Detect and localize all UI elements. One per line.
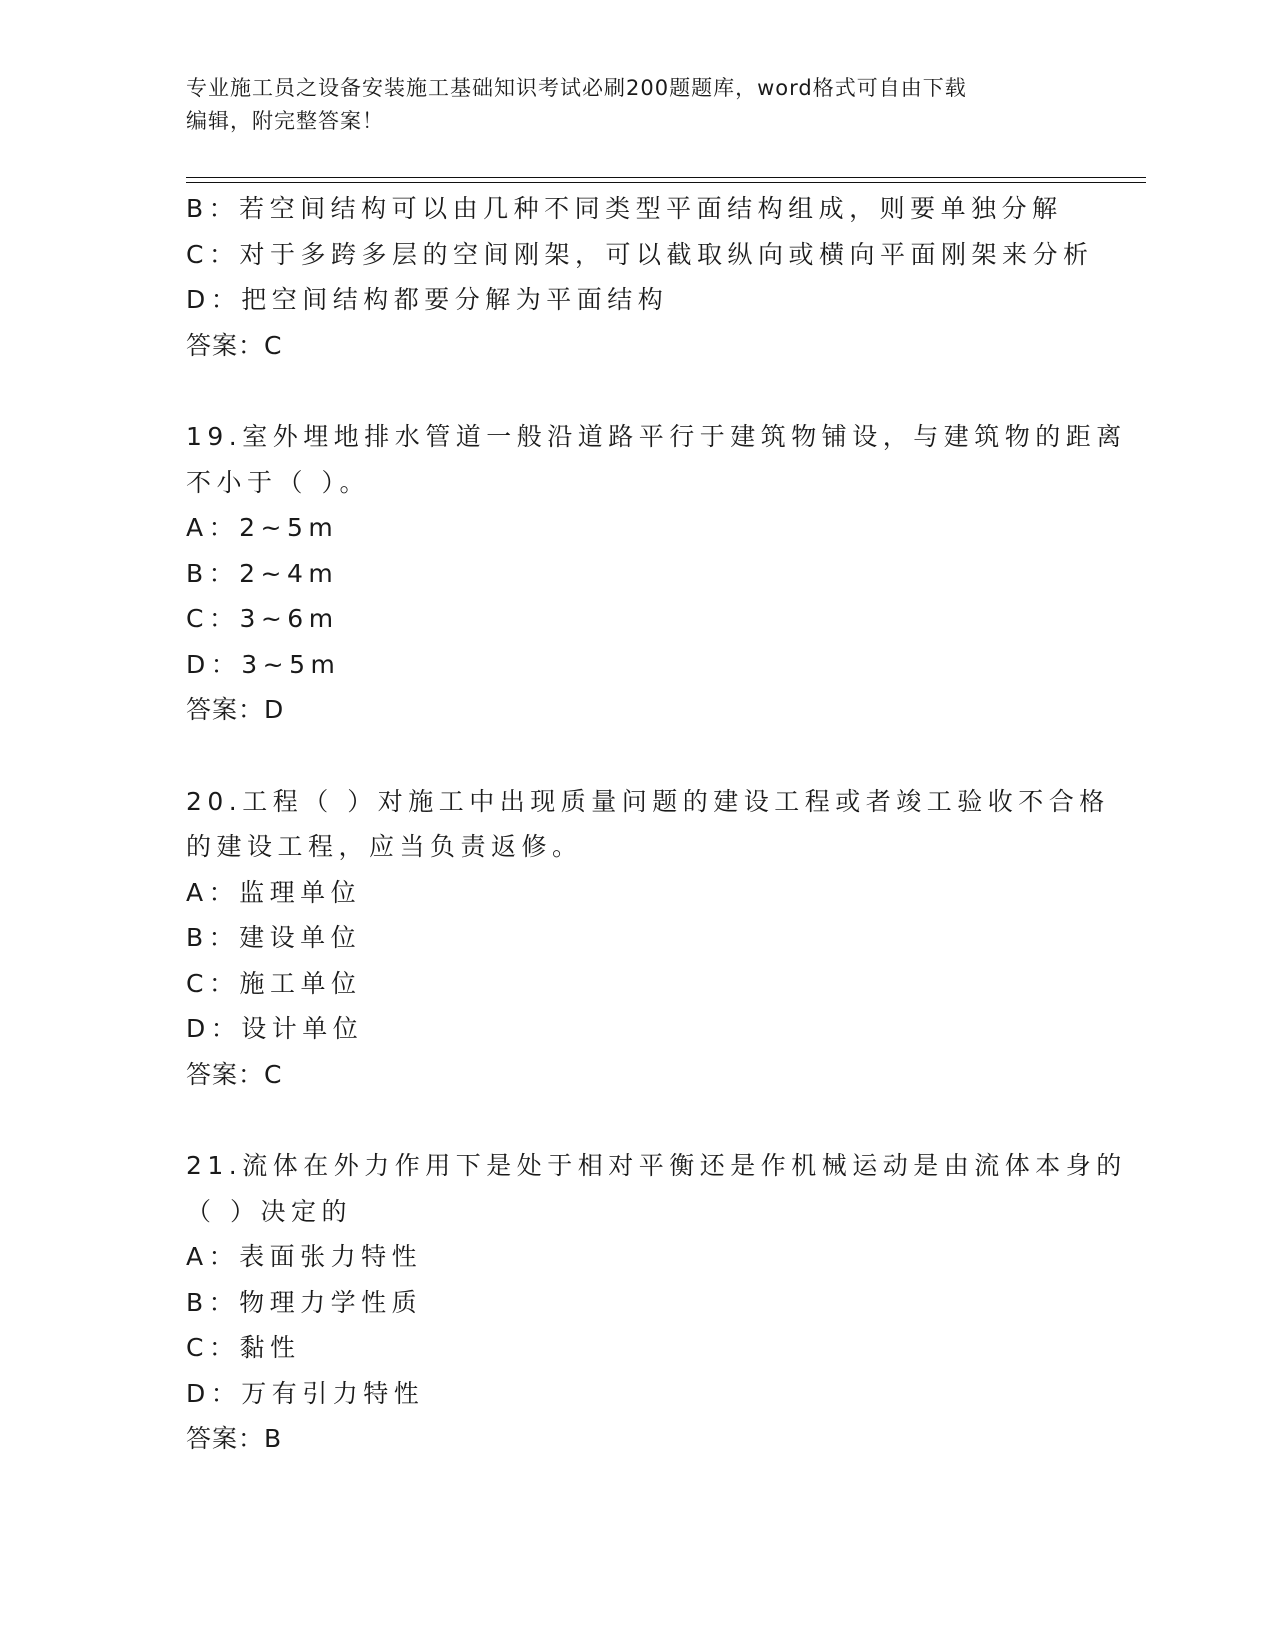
header-rule-top	[186, 177, 1146, 178]
option-b: B：建设单位	[186, 923, 362, 952]
option-c: C：对于多跨多层的空间刚架，可以截取纵向或横向平面刚架来分析	[186, 239, 1094, 269]
answer-line: 答案：D	[186, 695, 285, 724]
question-stem-cont: （ ）决定的	[186, 1196, 352, 1226]
answer-line: 答案：B	[186, 1424, 283, 1453]
option-d: D：3~5m	[186, 649, 341, 679]
question-stem: 20.工程（ ）对施工中出现质量问题的建设工程或者竣工验收不合格	[186, 786, 1110, 816]
header-line-2: 编辑，附完整答案！	[186, 109, 384, 133]
option-b: B：2~4m	[186, 558, 339, 588]
question-block-19	[186, 414, 1127, 733]
document-body	[186, 186, 1127, 1462]
question-stem-cont: 不小于（ ）。	[186, 467, 370, 497]
question-stem: 19.室外埋地排水管道一般沿道路平行于建筑物铺设，与建筑物的距离	[186, 422, 1127, 451]
answer-line: 答案：C	[186, 330, 283, 360]
option-a: A：2~5m	[186, 513, 339, 542]
option-c: C：黏性	[186, 1333, 301, 1362]
option-d: D：把空间结构都要分解为平面结构	[186, 285, 669, 314]
question-block-21	[186, 1143, 1127, 1462]
option-a: A：监理单位	[186, 877, 362, 907]
option-a: A：表面张力特性	[186, 1242, 423, 1271]
option-b: B：物理力学性质	[186, 1287, 423, 1317]
question-block-prev	[186, 186, 1094, 368]
question-stem-cont: 的建设工程，应当负责返修。	[186, 832, 583, 861]
option-d: D：万有引力特性	[186, 1378, 425, 1408]
option-c: C：施工单位	[186, 968, 362, 998]
header-line-1: 专业施工员之设备安装施工基础知识考试必刷200题题库，word格式可自由下载	[186, 76, 967, 100]
question-stem: 21.流体在外力作用下是处于相对平衡还是作机械运动是由流体本身的	[186, 1151, 1127, 1180]
header-rule-bottom	[186, 182, 1146, 183]
option-b: B：若空间结构可以由几种不同类型平面结构组成，则要单独分解	[186, 194, 1063, 223]
answer-line: 答案：C	[186, 1059, 283, 1089]
option-c: C：3~6m	[186, 604, 339, 633]
document-header	[186, 72, 1066, 138]
option-d: D：设计单位	[186, 1014, 364, 1043]
question-block-20	[186, 779, 1110, 1098]
